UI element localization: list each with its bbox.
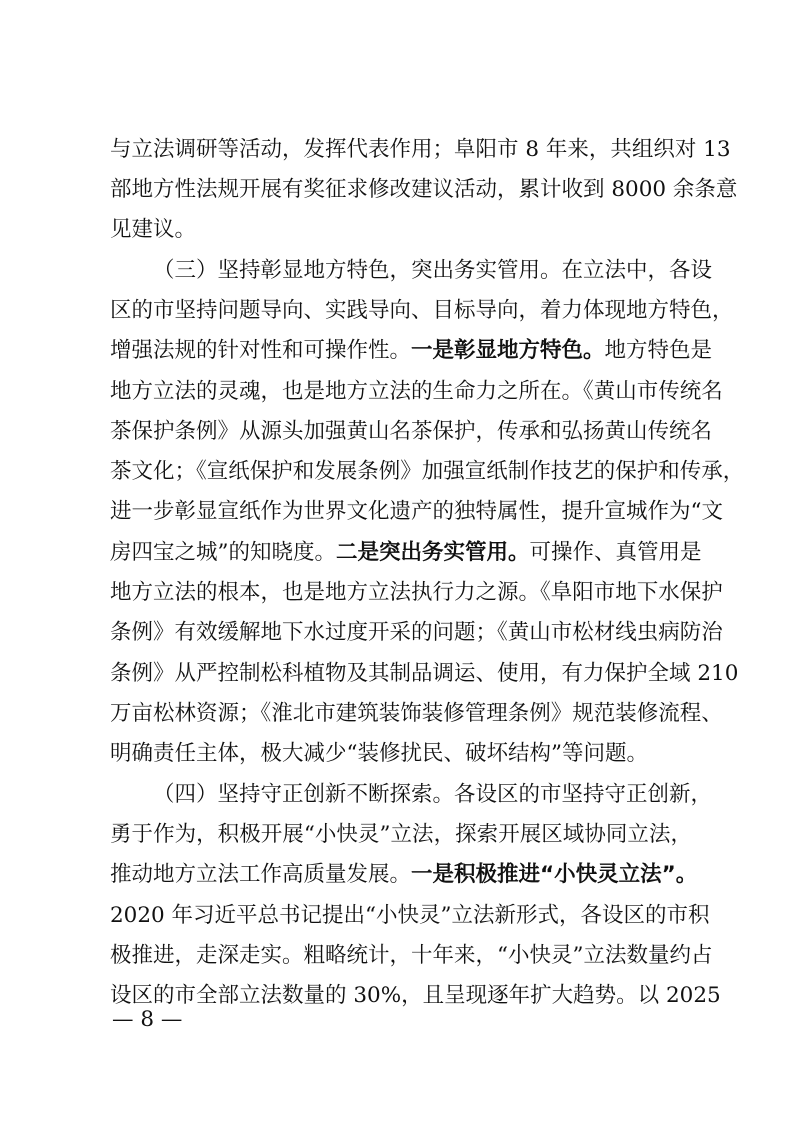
text-run: 房四宝之城”的知晓度。 [110,540,336,565]
text-line [110,130,731,170]
text-run: 茶文化；《宣纸保护和发展条例》加强宣纸制作技艺的保护和传承， [110,459,745,484]
text-run: 茶保护条例》从源头加强黄山名茶保护，传承和弘扬黄山传统名 [110,419,713,444]
text-line [110,896,710,936]
text-line [110,654,739,694]
text-run: 与立法调研等活动，发挥代表作用；阜阳市 8 年来，共组织对 13 [110,137,731,162]
text-run: 区的市坚持问题导向、实践导向、目标导向，着力体现地方特色， [110,298,734,323]
text-run: 可操作、真管用是 [529,540,702,565]
text-run: 见建议。 [110,217,197,242]
text-line [153,775,713,815]
text-line [110,170,738,210]
text-run: （四）坚持守正创新不断探索。各设区的市坚持守正创新， [153,782,713,807]
text-line [110,452,745,492]
text-line [110,372,723,412]
text-line [110,573,723,613]
bold-text-run: 一是积极推进“小快灵立法”。 [411,862,698,887]
text-run: 设区的市全部立法数量的 30%，且呈现逐年扩大趋势。以 2025 [110,983,721,1008]
text-line [110,492,723,532]
text-run: 地方特色是 [604,338,713,363]
text-run: 地方立法的根本，也是地方立法执行力之源。《阜阳市地下水保护 [110,580,723,605]
text-line [110,936,713,976]
text-line [110,855,698,895]
page-number: — 8 — [112,1007,183,1032]
text-run: 2020 年习近平总书记提出“小快灵”立法新形式，各设区的市积 [110,903,710,928]
text-line [110,694,723,734]
text-run: 推动地方立法工作高质量发展。 [110,862,412,887]
text-run: 明确责任主体，极大减少“装修扰民、破坏结构”等问题。 [110,741,648,766]
text-run: 万亩松林资源；《淮北市建筑装饰装修管理条例》规范装修流程、 [110,701,723,726]
text-line [110,210,692,250]
text-line [110,331,713,371]
text-run: 进一步彰显宣纸作为世界文化遗产的独特属性，提升宣城作为“文 [110,499,723,524]
text-run: 条例》从严控制松科植物及其制品调运、使用，有力保护全域 210 [110,661,739,686]
text-line [110,613,723,653]
text-run: 条例》有效缓解地下水过度开采的问题；《黄山市松材线虫病防治 [110,620,723,645]
text-run: 勇于作为，积极开展“小快灵”立法，探索开展区域协同立法， [110,822,692,847]
text-run: 增强法规的针对性和可操作性。 [110,338,412,363]
bold-text-run: 二是突出务实管用。 [336,540,530,565]
bold-text-run: 一是彰显地方特色。 [411,338,605,363]
text-line [110,533,702,573]
text-run: 地方立法的灵魂，也是地方立法的生命力之所在。《黄山市传统名 [110,379,723,404]
text-line [110,291,734,331]
text-line [153,251,713,291]
text-line [110,815,692,855]
text-line [110,412,713,452]
text-run: 极推进，走深走实。粗略统计，十年来，“小快灵”立法数量约占 [110,943,713,968]
text-run: （三）坚持彰显地方特色，突出务实管用。在立法中，各设 [153,258,713,283]
text-line [110,734,692,774]
text-run: 部地方性法规开展有奖征求修改建议活动，累计收到 8000 余条意 [110,177,738,202]
